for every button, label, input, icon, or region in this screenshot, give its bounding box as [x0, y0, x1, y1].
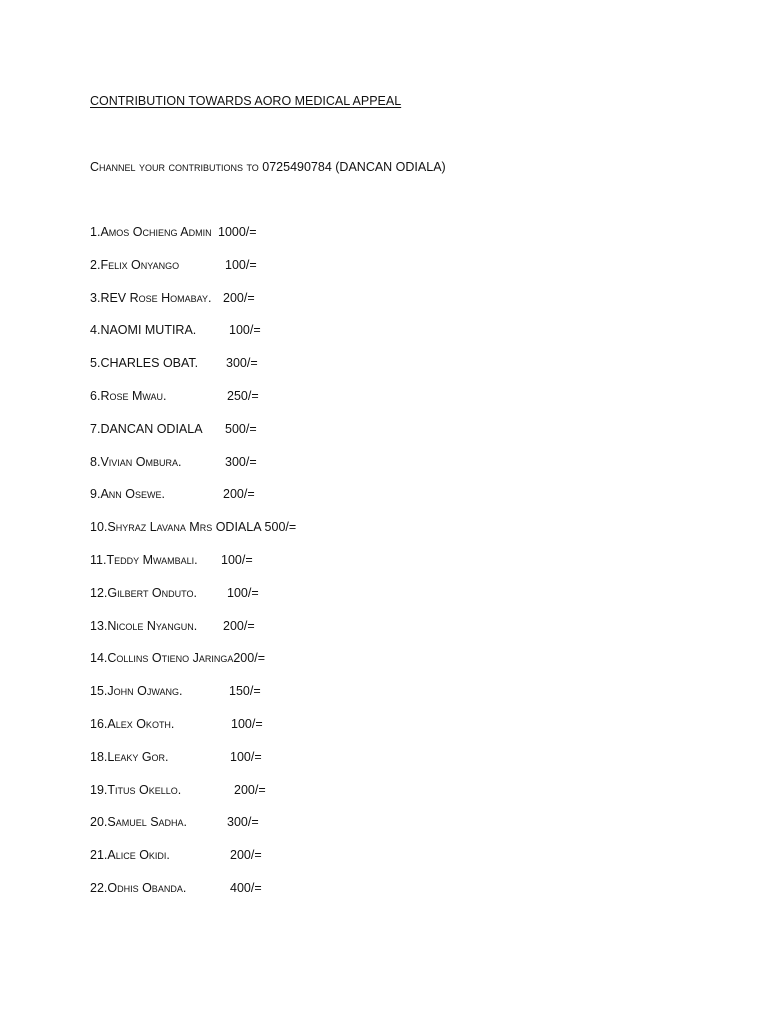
contribution-amount: 100/= — [225, 257, 257, 272]
contributor-name: Odhis Obanda. — [107, 880, 187, 895]
entry-number: 15. — [90, 684, 108, 699]
contribution-amount: 100/= — [227, 585, 259, 600]
contributor-name: Vivian Ombura. — [100, 454, 182, 469]
contribution-row — [90, 389, 490, 422]
contribution-amount: 400/= — [230, 880, 262, 895]
entry-number: 1. — [90, 225, 101, 239]
contribution-amount: 150/= — [229, 684, 261, 699]
contribution-amount: 300/= — [226, 356, 258, 371]
entry-number: 20. — [90, 815, 108, 830]
contribution-row — [90, 520, 490, 553]
contributor-name: Alice Okidi. — [107, 848, 170, 863]
contribution-row — [90, 881, 490, 914]
contribution-amount: 200/= — [223, 618, 255, 633]
contribution-amount: 250/= — [227, 388, 259, 403]
entry-number: 8. — [90, 454, 101, 469]
contributor-name: Amos Ochieng Admin — [100, 225, 212, 239]
contribution-row — [90, 258, 490, 291]
contributor-name: Shyraz Lavana Mrs ODIALA — [107, 520, 262, 535]
contribution-row — [90, 750, 490, 783]
entry-number: 19. — [90, 782, 108, 797]
entry-number: 18. — [90, 749, 108, 764]
entry-number: 21. — [90, 848, 108, 863]
entry-number: 9. — [90, 487, 101, 502]
entry-number: 4. — [90, 323, 101, 338]
entry-number: 2. — [90, 257, 101, 272]
contributor-name: Titus Okello. — [107, 782, 182, 797]
entry-number: 12. — [90, 585, 108, 600]
contribution-row — [90, 619, 490, 652]
channel-prefix: Channel your contributions to — [90, 160, 259, 174]
contribution-row — [90, 684, 490, 717]
contribution-amount: 200/= — [233, 651, 265, 666]
contribution-amount: 200/= — [223, 487, 255, 502]
contribution-amount: 300/= — [227, 815, 259, 830]
contribution-amount: 100/= — [230, 749, 262, 764]
contribution-row — [90, 848, 490, 881]
contribution-amount: 200/= — [223, 290, 255, 305]
page-title: CONTRIBUTION TOWARDS AORO MEDICAL APPEAL — [90, 94, 402, 108]
contribution-amount: 500/= — [264, 520, 297, 535]
contributor-name: REV Rose Homabay. — [100, 290, 212, 305]
contributor-name: Samuel Sadha. — [107, 815, 188, 830]
contributor-name: NAOMI MUTIRA. — [100, 323, 197, 338]
contribution-row — [90, 323, 490, 356]
contribution-amount: 500/= — [225, 421, 257, 436]
contributor-name: CHARLES OBAT. — [100, 356, 199, 371]
contribution-row — [90, 815, 490, 848]
contribution-row — [90, 225, 490, 258]
channel-number: 0725490784 (DANCAN ODIALA) — [258, 160, 446, 174]
contribution-row — [90, 356, 490, 389]
entry-number: 7. — [90, 421, 101, 436]
contribution-amount: 100/= — [231, 716, 263, 731]
entry-number: 3. — [90, 290, 101, 305]
entry-number: 13. — [90, 618, 108, 633]
contributor-name: Leaky Gor. — [107, 749, 169, 764]
contribution-amount: 300/= — [225, 454, 257, 469]
contribution-amount: 200/= — [230, 848, 262, 863]
entry-number: 10. — [90, 520, 108, 535]
contribution-row — [90, 455, 490, 488]
contribution-row — [90, 586, 490, 619]
contribution-row — [90, 651, 490, 684]
contributor-name: Rose Mwau. — [100, 388, 167, 403]
contribution-amount: 100/= — [229, 323, 261, 338]
contributor-name: Ann Osewe. — [100, 487, 165, 502]
contributor-name: Nicole Nyangun. — [107, 618, 198, 633]
contributor-name: Collins Otieno Jaringa — [107, 651, 234, 666]
entry-number: 6. — [90, 388, 101, 403]
contribution-row — [90, 553, 490, 586]
contributor-name: John Ojwang. — [107, 684, 183, 699]
contribution-row — [90, 487, 490, 520]
contributor-name: Felix Onyango — [100, 257, 180, 272]
contribution-row — [90, 717, 490, 750]
contributor-name: Alex Okoth. — [107, 716, 175, 731]
contribution-amount: 1000/= — [218, 225, 257, 239]
contribution-row — [90, 291, 490, 324]
contributor-name: DANCAN ODIALA — [100, 421, 203, 436]
contribution-row — [90, 422, 490, 455]
entry-number: 14. — [90, 651, 108, 666]
contributor-name: Teddy Mwambali. — [106, 552, 198, 567]
entry-number: 5. — [90, 356, 101, 371]
entry-number: 22. — [90, 880, 108, 895]
contribution-row — [90, 783, 490, 816]
entry-number: 11. — [90, 552, 107, 567]
contribution-amount: 200/= — [234, 782, 266, 797]
entry-number: 16. — [90, 716, 108, 731]
contribution-amount: 100/= — [221, 552, 253, 567]
channel-instruction — [90, 160, 446, 174]
contribution-list — [90, 225, 490, 914]
contributor-name: Gilbert Onduto. — [107, 585, 197, 600]
